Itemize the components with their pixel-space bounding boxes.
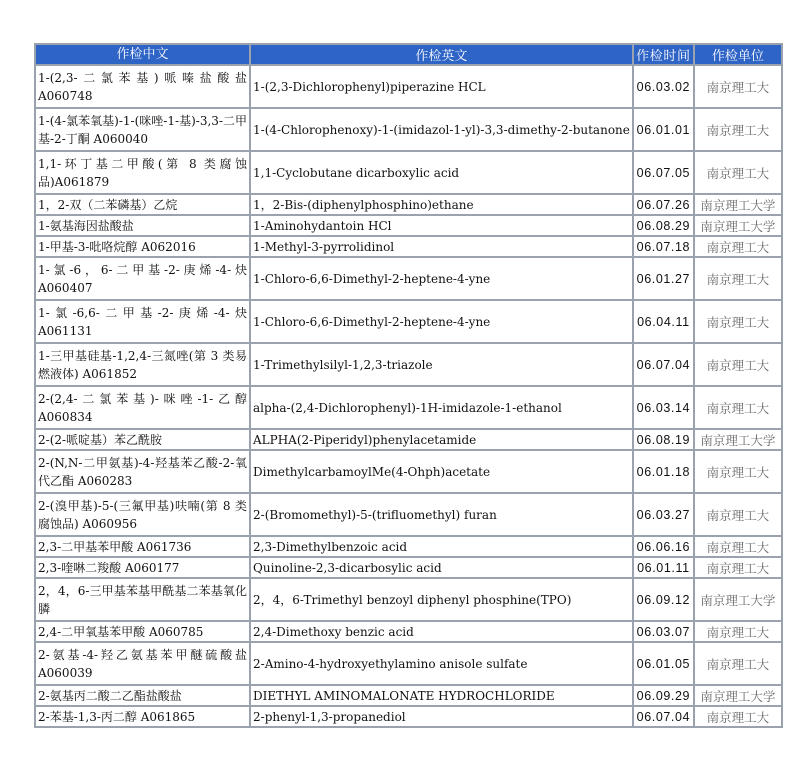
table-row bbox=[36, 344, 781, 385]
cell-test-unit: 南京理工大 bbox=[695, 494, 781, 535]
cell-test-time: 06.03.27 bbox=[634, 494, 693, 535]
table-row bbox=[36, 66, 781, 107]
cell-test-unit: 南京理工大 bbox=[695, 301, 781, 342]
cell-chinese-name: 2-(2-哌啶基）苯乙酰胺 bbox=[36, 430, 249, 449]
chemical-test-table bbox=[34, 43, 783, 728]
cell-test-time: 06.01.01 bbox=[634, 109, 693, 150]
table-row bbox=[36, 643, 781, 684]
cell-test-unit: 南京理工大学 bbox=[695, 195, 781, 214]
cell-test-time: 06.06.16 bbox=[634, 537, 693, 556]
cell-test-unit: 南京理工大 bbox=[695, 344, 781, 385]
cell-chinese-name: 1-(2,3-二氯苯基)哌嗪盐酸盐 A060748 bbox=[36, 66, 249, 107]
cell-test-unit: 南京理工大 bbox=[695, 66, 781, 107]
cell-test-unit: 南京理工大 bbox=[695, 152, 781, 193]
cell-chinese-name: 1-氯-6，6-二甲基-2-庚烯-4-炔 A060407 bbox=[36, 258, 249, 299]
cell-english-name: 1,1-Cyclobutane dicarboxylic acid bbox=[251, 152, 632, 193]
cell-test-unit: 南京理工大 bbox=[695, 109, 781, 150]
table-row bbox=[36, 622, 781, 641]
cell-english-name: ALPHA(2-Piperidyl)phenylacetamide bbox=[251, 430, 632, 449]
cell-english-name: DIETHYL AMINOMALONATE HYDROCHLORIDE bbox=[251, 686, 632, 705]
table-row bbox=[36, 258, 781, 299]
cell-chinese-name: 2-(溴甲基)-5-(三氟甲基)呋喃(第 8 类腐蚀品) A060956 bbox=[36, 494, 249, 535]
cell-test-time: 06.09.29 bbox=[634, 686, 693, 705]
cell-chinese-name: 1-(4-氯苯氧基)-1-(咪唑-1-基)-3,3-二甲基-2-丁酮 A060040 bbox=[36, 109, 249, 150]
table-row bbox=[36, 494, 781, 535]
cell-chinese-name: 2-(2,4-二氯苯基)-咪唑-1-乙醇 A060834 bbox=[36, 387, 249, 428]
cell-chinese-name: 2,3-喹啉二羧酸 A060177 bbox=[36, 558, 249, 577]
cell-test-unit: 南京理工大 bbox=[695, 451, 781, 492]
cell-test-time: 06.03.02 bbox=[634, 66, 693, 107]
cell-chinese-name: 1-三甲基硅基-1,2,4-三氮唑(第 3 类易燃液体) A061852 bbox=[36, 344, 249, 385]
cell-english-name: 2，4，6-Trimethyl benzoyl diphenyl phosphine(TPO) bbox=[251, 579, 632, 620]
cell-test-unit: 南京理工大 bbox=[695, 387, 781, 428]
cell-english-name: 1-Chloro-6,6-Dimethyl-2-heptene-4-yne bbox=[251, 301, 632, 342]
cell-test-unit: 南京理工大 bbox=[695, 558, 781, 577]
cell-test-time: 06.03.14 bbox=[634, 387, 693, 428]
table-row bbox=[36, 558, 781, 577]
cell-chinese-name: 2-氨基-4-羟乙氨基苯甲醚硫酸盐 A060039 bbox=[36, 643, 249, 684]
table-row bbox=[36, 451, 781, 492]
table-row bbox=[36, 109, 781, 150]
cell-chinese-name: 2-(N,N-二甲氨基)-4-羟基苯乙酸-2-氧代乙酯 A060283 bbox=[36, 451, 249, 492]
table-row bbox=[36, 152, 781, 193]
cell-test-unit: 南京理工大学 bbox=[695, 579, 781, 620]
cell-english-name: 1-(2,3-Dichlorophenyl)piperazine HCL bbox=[251, 66, 632, 107]
cell-test-time: 06.07.04 bbox=[634, 707, 693, 726]
cell-test-time: 06.01.11 bbox=[634, 558, 693, 577]
table-row bbox=[36, 430, 781, 449]
cell-english-name: 2-(Bromomethyl)-5-(trifluomethyl) furan bbox=[251, 494, 632, 535]
cell-test-time: 06.03.07 bbox=[634, 622, 693, 641]
header-chinese-name: 作检中文 bbox=[36, 45, 249, 64]
cell-english-name: alpha-(2,4-Dichlorophenyl)-1H-imidazole-1-ethanol bbox=[251, 387, 632, 428]
cell-english-name: 1，2-Bis-(diphenylphosphino)ethane bbox=[251, 195, 632, 214]
cell-english-name: 1-Trimethylsilyl-1,2,3-triazole bbox=[251, 344, 632, 385]
cell-test-unit: 南京理工大学 bbox=[695, 216, 781, 235]
cell-test-time: 06.04.11 bbox=[634, 301, 693, 342]
cell-chinese-name: 2,4-二甲氧基苯甲酸 A060785 bbox=[36, 622, 249, 641]
table-row bbox=[36, 301, 781, 342]
cell-test-unit: 南京理工大 bbox=[695, 537, 781, 556]
cell-english-name: DimethylcarbamoylMe(4-Ohph)acetate bbox=[251, 451, 632, 492]
cell-test-time: 06.07.05 bbox=[634, 152, 693, 193]
cell-test-time: 06.09.12 bbox=[634, 579, 693, 620]
cell-test-time: 06.01.05 bbox=[634, 643, 693, 684]
table-row bbox=[36, 537, 781, 556]
cell-test-unit: 南京理工大 bbox=[695, 707, 781, 726]
cell-chinese-name: 1-氯-6,6-二甲基-2-庚烯-4-炔 A061131 bbox=[36, 301, 249, 342]
cell-test-time: 06.08.19 bbox=[634, 430, 693, 449]
cell-test-unit: 南京理工大 bbox=[695, 237, 781, 256]
table-row bbox=[36, 216, 781, 235]
cell-chinese-name: 2-苯基-1,3-丙二醇 A061865 bbox=[36, 707, 249, 726]
table-body bbox=[36, 66, 781, 726]
cell-test-unit: 南京理工大学 bbox=[695, 686, 781, 705]
cell-english-name: 2-phenyl-1,3-propanediol bbox=[251, 707, 632, 726]
table-row bbox=[36, 707, 781, 726]
cell-chinese-name: 2，4，6-三甲基苯基甲酰基二苯基氧化膦 bbox=[36, 579, 249, 620]
cell-test-time: 06.08.29 bbox=[634, 216, 693, 235]
cell-test-time: 06.07.04 bbox=[634, 344, 693, 385]
cell-test-unit: 南京理工大 bbox=[695, 622, 781, 641]
cell-chinese-name: 2,3-二甲基苯甲酸 A061736 bbox=[36, 537, 249, 556]
table-row bbox=[36, 387, 781, 428]
header-english-name: 作检英文 bbox=[251, 45, 632, 64]
cell-english-name: Quinoline-2,3-dicarbosylic acid bbox=[251, 558, 632, 577]
table-row bbox=[36, 686, 781, 705]
cell-chinese-name: 1-氨基海因盐酸盐 bbox=[36, 216, 249, 235]
header-row bbox=[36, 45, 781, 64]
cell-chinese-name: 1，2-双（二苯磷基）乙烷 bbox=[36, 195, 249, 214]
cell-english-name: 2,3-Dimethylbenzoic acid bbox=[251, 537, 632, 556]
cell-test-unit: 南京理工大 bbox=[695, 258, 781, 299]
cell-english-name: 1-Chloro-6,6-Dimethyl-2-heptene-4-yne bbox=[251, 258, 632, 299]
cell-chinese-name: 2-氨基丙二酸二乙酯盐酸盐 bbox=[36, 686, 249, 705]
cell-test-time: 06.07.26 bbox=[634, 195, 693, 214]
cell-test-time: 06.01.27 bbox=[634, 258, 693, 299]
cell-test-unit: 南京理工大 bbox=[695, 643, 781, 684]
table-row bbox=[36, 579, 781, 620]
cell-test-time: 06.07.18 bbox=[634, 237, 693, 256]
cell-english-name: 1-(4-Chlorophenoxy)-1-(imidazol-1-yl)-3,3-dimethy-2-butanone bbox=[251, 109, 632, 150]
cell-chinese-name: 1-甲基-3-吡咯烷醇 A062016 bbox=[36, 237, 249, 256]
table-row bbox=[36, 237, 781, 256]
header-test-time: 作检时间 bbox=[634, 45, 693, 64]
cell-test-unit: 南京理工大学 bbox=[695, 430, 781, 449]
cell-chinese-name: 1,1-环丁基二甲酸(第 8 类腐蚀品)A061879 bbox=[36, 152, 249, 193]
cell-english-name: 1-Aminohydantoin HCl bbox=[251, 216, 632, 235]
table-row bbox=[36, 195, 781, 214]
header-test-unit: 作检单位 bbox=[695, 45, 781, 64]
cell-english-name: 2,4-Dimethoxy benzic acid bbox=[251, 622, 632, 641]
cell-english-name: 2-Amino-4-hydroxyethylamino anisole sulfate bbox=[251, 643, 632, 684]
cell-test-time: 06.01.18 bbox=[634, 451, 693, 492]
cell-english-name: 1-Methyl-3-pyrrolidinol bbox=[251, 237, 632, 256]
